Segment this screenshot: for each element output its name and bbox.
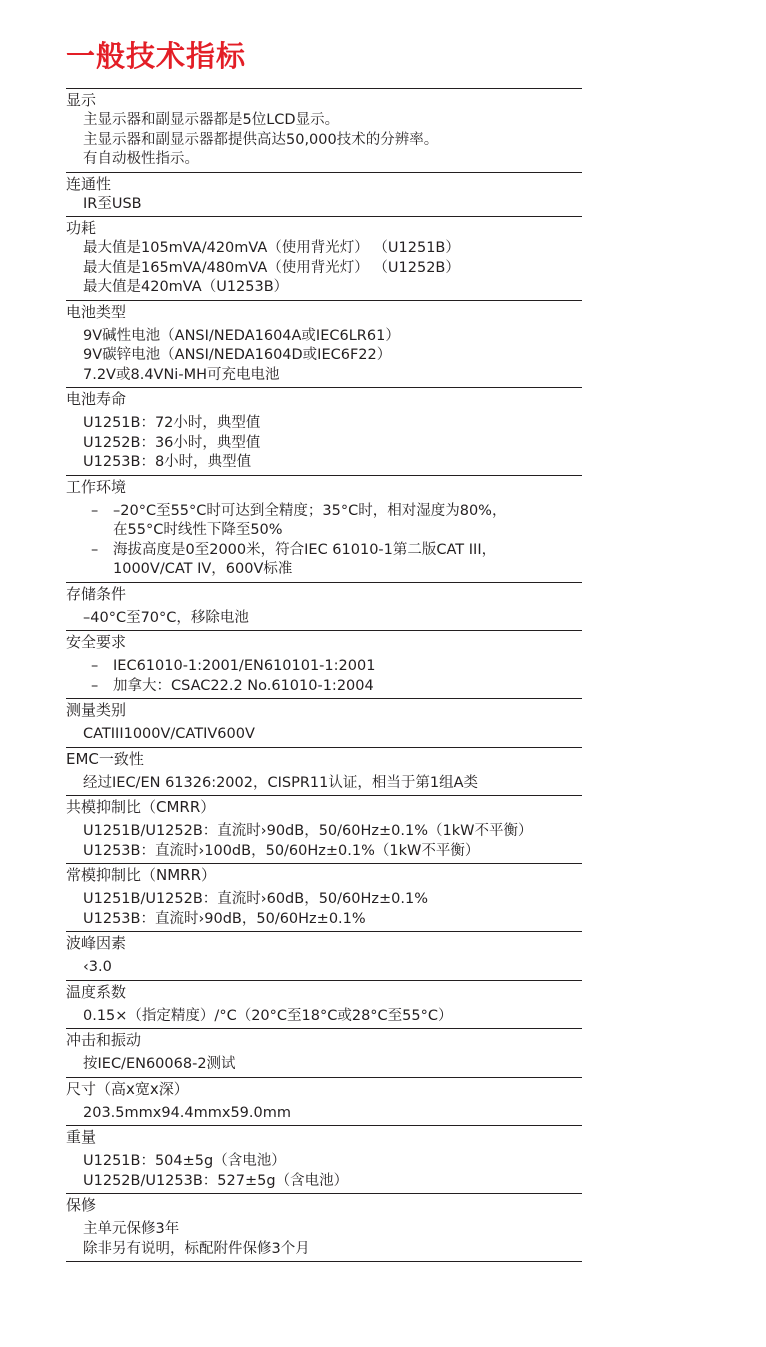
section-body bbox=[66, 954, 582, 978]
spec-section bbox=[66, 1077, 582, 1126]
bullet-dash: – bbox=[91, 502, 99, 519]
bullet-item bbox=[83, 541, 582, 561]
section-body bbox=[66, 195, 582, 215]
bullet-item bbox=[83, 502, 582, 522]
bullet-item bbox=[83, 657, 582, 677]
spec-section bbox=[66, 475, 582, 582]
section-heading: 电池寿命 bbox=[66, 390, 127, 408]
section-heading: 常模抑制比（NMRR） bbox=[66, 866, 217, 884]
spec-line: 主显示器和副显示器都提供高达50,000技术的分辨率。 bbox=[83, 131, 439, 148]
spec-line: 有自动极性指示。 bbox=[83, 151, 199, 167]
spec-line: 除非另有说明，标配附件保修3个月 bbox=[83, 1240, 310, 1257]
section-heading: 温度系数 bbox=[66, 982, 127, 1001]
spec-section bbox=[66, 630, 582, 698]
spec-section bbox=[66, 795, 582, 863]
bullet-text: IEC61010-1:2001/EN610101-1:2001 bbox=[113, 658, 376, 674]
bullet-text: –20°C至55°C时可达到全精度；35°C时，相对湿度为80%， bbox=[113, 502, 507, 519]
spec-line: U1251B：72小时，典型值 bbox=[83, 415, 261, 431]
spec-section bbox=[66, 216, 582, 300]
spec-section bbox=[66, 1028, 582, 1077]
section-body bbox=[66, 111, 582, 170]
section-heading: 电池类型 bbox=[66, 302, 127, 321]
spec-section bbox=[66, 1125, 582, 1193]
spec-section bbox=[66, 387, 582, 475]
spec-line: 7.2V或8.4VNi-MH可充电电池 bbox=[83, 366, 280, 383]
spec-line: U1251B/U1252B：直流时›90dB，50/60Hz±0.1%（1kW不平衡） bbox=[83, 823, 533, 839]
spec-line: 最大值是105mVA/420mVA（使用背光灯） （U1251B） bbox=[83, 240, 460, 256]
spec-sections bbox=[66, 88, 582, 1262]
bullet-dash: – bbox=[91, 658, 99, 674]
spec-section bbox=[66, 1193, 582, 1262]
section-heading: 功耗 bbox=[66, 219, 97, 237]
section-body bbox=[66, 886, 582, 929]
section-body bbox=[66, 1051, 582, 1075]
section-body bbox=[66, 818, 582, 861]
section-body bbox=[66, 323, 582, 386]
section-heading: 波峰因素 bbox=[66, 934, 127, 952]
spec-line: 经过IEC/EN 61326:2002，CISPR11认证，相当于第1组A类 bbox=[83, 774, 478, 791]
spec-section bbox=[66, 88, 582, 172]
bullet-continuation: 1000V/CAT IV，600V标准 bbox=[113, 561, 293, 577]
bullet-dash: – bbox=[91, 541, 99, 558]
spec-line: U1253B：直流时›100dB，50/60Hz±0.1%（1kW不平衡） bbox=[83, 842, 480, 859]
spec-line: 最大值是420mVA（U1253B） bbox=[83, 279, 289, 295]
section-body bbox=[66, 721, 582, 745]
section-heading: EMC一致性 bbox=[66, 749, 144, 768]
spec-line: U1251B：504±5g（含电池） bbox=[83, 1153, 286, 1169]
section-heading: 连通性 bbox=[66, 174, 112, 193]
spec-line: 9V碳锌电池（ANSI/NEDA1604D或IEC6F22） bbox=[83, 347, 392, 363]
section-heading: 显示 bbox=[66, 91, 97, 109]
section-body bbox=[66, 605, 582, 629]
spec-section bbox=[66, 300, 582, 388]
spec-line: ‹3.0 bbox=[83, 959, 112, 975]
bullet-continuation: 在55°C时线性下降至50% bbox=[113, 522, 283, 538]
spec-line: 9V碱性电池（ANSI/NEDA1604A或IEC6LR61） bbox=[83, 327, 400, 344]
section-body bbox=[66, 1148, 582, 1191]
spec-line: IR至USB bbox=[83, 195, 142, 212]
spec-line: 203.5mmx94.4mmx59.0mm bbox=[83, 1104, 291, 1121]
section-heading: 安全要求 bbox=[66, 633, 127, 651]
spec-section bbox=[66, 980, 582, 1029]
spec-line: –40°C至70°C，移除电池 bbox=[83, 609, 249, 626]
spec-section bbox=[66, 747, 582, 796]
section-body bbox=[66, 1216, 582, 1259]
spec-line: U1252B：36小时，典型值 bbox=[83, 434, 261, 451]
bullet-text: 海拔高度是0至2000米，符合IEC 61010-1第二版CAT III， bbox=[113, 541, 497, 558]
spec-line: U1252B/U1253B：527±5g（含电池） bbox=[83, 1172, 349, 1189]
spec-line: 主单元保修3年 bbox=[83, 1221, 180, 1237]
spec-section bbox=[66, 172, 582, 217]
section-heading: 工作环境 bbox=[66, 477, 127, 496]
section-body bbox=[66, 410, 582, 473]
spec-line: 0.15×（指定精度）/°C（20°C至18°C或28°C至55°C） bbox=[83, 1007, 453, 1024]
spec-section bbox=[66, 931, 582, 980]
bullet-text: 加拿大：CSAC22.2 No.61010-1:2004 bbox=[113, 677, 374, 694]
section-heading: 存储条件 bbox=[66, 584, 127, 603]
spec-line: CATIII1000V/CATIV600V bbox=[83, 726, 255, 742]
bullet-dash: – bbox=[91, 677, 99, 694]
section-body bbox=[66, 1003, 582, 1027]
section-heading: 尺寸（高x宽x深） bbox=[66, 1079, 189, 1098]
spec-line: 按IEC/EN60068-2测试 bbox=[83, 1056, 236, 1072]
section-heading: 测量类别 bbox=[66, 701, 127, 719]
spec-line: U1251B/U1252B：直流时›60dB，50/60Hz±0.1% bbox=[83, 891, 428, 907]
section-heading: 保修 bbox=[66, 1196, 97, 1214]
spec-line: U1253B：8小时，典型值 bbox=[83, 454, 252, 470]
section-body bbox=[66, 1100, 582, 1124]
spec-section bbox=[66, 863, 582, 931]
section-body bbox=[66, 653, 582, 696]
bullet-item bbox=[83, 677, 582, 697]
page-title: 一般技术指标 bbox=[66, 39, 247, 73]
section-body bbox=[66, 770, 582, 794]
spec-line: U1253B：直流时›90dB，50/60Hz±0.1% bbox=[83, 910, 366, 927]
spec-section bbox=[66, 698, 582, 747]
spec-section bbox=[66, 582, 582, 631]
section-body bbox=[66, 239, 582, 298]
spec-line: 最大值是165mVA/480mVA（使用背光灯） （U1252B） bbox=[83, 259, 460, 276]
section-heading: 共模抑制比（CMRR） bbox=[66, 798, 216, 816]
section-heading: 冲击和振动 bbox=[66, 1031, 142, 1049]
spec-line: 主显示器和副显示器都是5位LCD显示。 bbox=[83, 112, 340, 128]
section-body bbox=[66, 498, 582, 580]
section-heading: 重量 bbox=[66, 1128, 97, 1146]
